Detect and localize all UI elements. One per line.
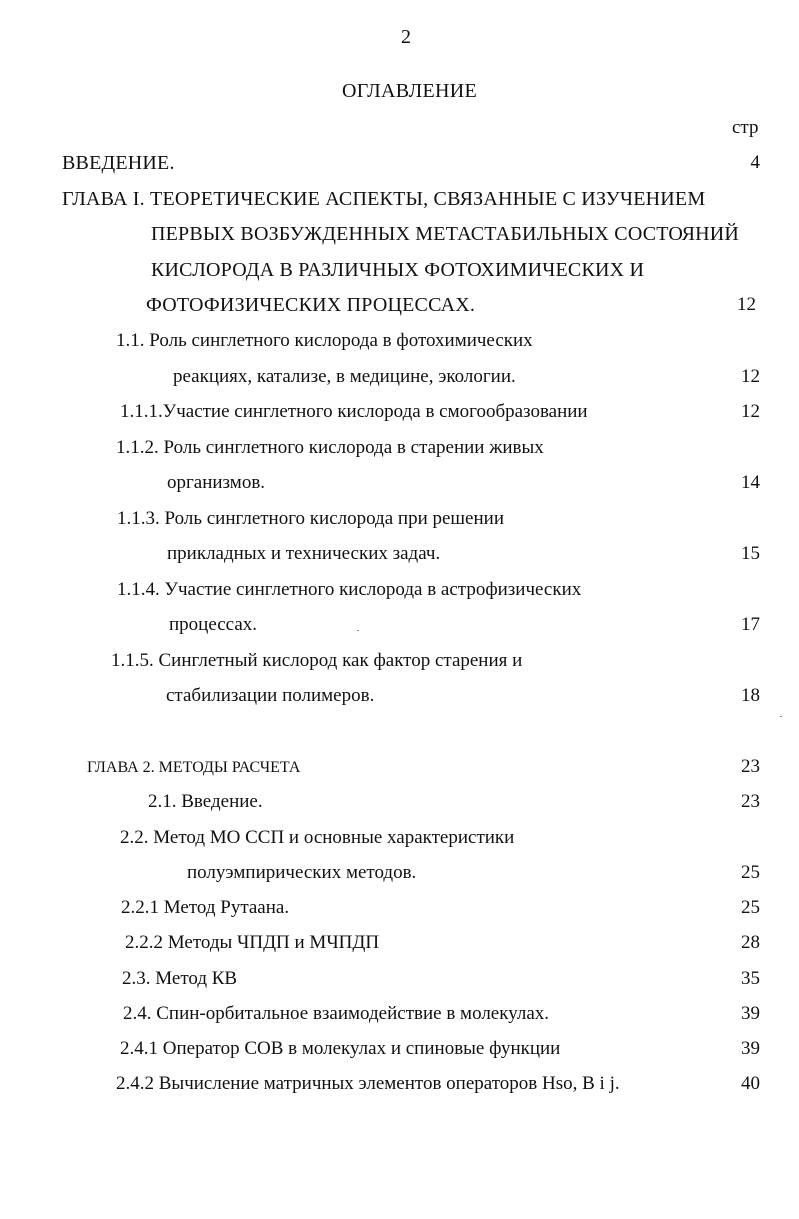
toc-entry-line: 2.2. Метод МО ССП и основные характеристики — [120, 827, 515, 848]
scan-speck — [780, 716, 782, 717]
toc-entry-page: 12 — [741, 366, 760, 387]
toc-entry-page: 18 — [741, 685, 760, 706]
toc-entry-line: 1.1. Роль синглетного кислорода в фотохимических — [116, 330, 533, 351]
page-number: 2 — [401, 26, 411, 48]
toc-entry-page: 4 — [750, 152, 760, 173]
toc-entry-line: КИСЛОРОДА В РАЗЛИЧНЫХ ФОТОХИМИЧЕСКИХ И — [151, 259, 645, 281]
toc-entry-line: 2.4.2 Вычисление матричных элементов операторов Hso, B i j. — [116, 1073, 620, 1094]
toc-entry-page: 25 — [741, 897, 760, 918]
toc-entry-line: 1.1.2. Роль синглетного кислорода в старении живых — [116, 437, 544, 458]
toc-entry-line: ВВЕДЕНИЕ. — [62, 152, 175, 174]
toc-entry-page: 23 — [741, 756, 760, 777]
toc-entry-line: 2.2.2 Методы ЧПДП и МЧПДП — [125, 932, 380, 953]
toc-entry-line: ПЕРВЫХ ВОЗБУЖДЕННЫХ МЕТАСТАБИЛЬНЫХ СОСТОЯНИЙ — [151, 223, 740, 245]
toc-entry-line: 2.4.1 Оператор СОВ в молекулах и спиновые функции — [120, 1038, 561, 1059]
toc-entry-page: 35 — [741, 968, 760, 989]
toc-entry-page: 25 — [741, 862, 760, 883]
toc-entry-line: ФОТОФИЗИЧЕСКИХ ПРОЦЕССАХ. — [146, 294, 476, 316]
toc-entry-line: ГЛАВА I. ТЕОРЕТИЧЕСКИЕ АСПЕКТЫ, СВЯЗАННЫЕ С ИЗУЧЕНИЕМ — [62, 188, 706, 210]
toc-entry-page: 39 — [741, 1038, 760, 1059]
toc-entry-line: полуэмпирических методов. — [187, 862, 417, 883]
toc-entry-line: 1.1.1.Участие синглетного кислорода в смогообразовании — [120, 401, 588, 422]
toc-entry-page: 15 — [741, 543, 760, 564]
toc-entry-line: процессах. — [169, 614, 258, 635]
toc-entry-line: организмов. — [167, 472, 266, 493]
page-column-label: стр — [732, 117, 759, 138]
toc-entry-line: 1.1.4. Участие синглетного кислорода в астрофизических — [117, 579, 582, 600]
scan-speck — [357, 630, 359, 631]
toc-entry-line: стабилизации полимеров. — [166, 685, 375, 706]
toc-entry-line: прикладных и технических задач. — [167, 543, 441, 564]
toc-entry-line: 1.1.3. Роль синглетного кислорода при решении — [117, 508, 504, 529]
toc-entry-line: реакциях, катализе, в медицине, экологии. — [173, 366, 516, 387]
toc-entry-page: 39 — [741, 1003, 760, 1024]
toc-entry-page: 28 — [741, 932, 760, 953]
toc-entry-page: 14 — [741, 472, 760, 493]
toc-entry-line: 2.4. Спин-орбитальное взаимодействие в молекулах. — [123, 1003, 550, 1024]
toc-entry-line: ГЛАВА 2. МЕТОДЫ РАСЧЕТА — [87, 759, 301, 776]
toc-entry-page: 12 — [741, 401, 760, 422]
toc-entry-line: 2.1. Введение. — [148, 791, 263, 812]
toc-entry-line: 2.3. Метод КВ — [122, 968, 238, 989]
toc-title: ОГЛАВЛЕНИЕ — [342, 80, 477, 102]
toc-entry-page: 23 — [741, 791, 760, 812]
toc-entry-page: 17 — [741, 614, 760, 635]
toc-entry-line: 2.2.1 Метод Рутаана. — [121, 897, 290, 918]
toc-entry-page: 40 — [741, 1073, 760, 1094]
toc-entry-page: 12 — [737, 294, 756, 315]
toc-entry-line: 1.1.5. Синглетный кислород как фактор старения и — [111, 650, 523, 671]
